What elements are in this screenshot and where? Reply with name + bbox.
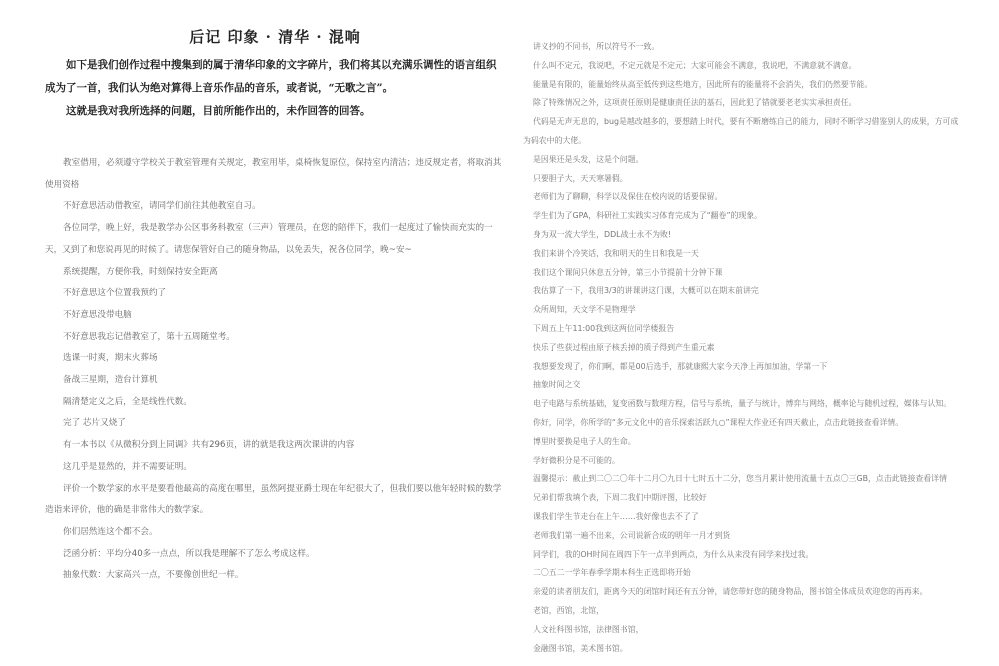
text-paragraph: 我想要发现了，你们啊，都是00后选手，那就康熙大家今天净上再加加油，学第一下 <box>533 361 828 371</box>
text-paragraph: 老师们为了聊聊，科学以及保住在校内说的话要保留。 <box>533 192 723 202</box>
text-paragraph: 快乐了些获过程由原子核丢掉的质子得到产生重元素 <box>533 342 715 352</box>
text-paragraph: 老师我们第一遍不出来，公司说新合成的明年一月才到货 <box>533 530 731 540</box>
text-paragraph: 完了 芯片又烧了 <box>63 418 126 429</box>
text-paragraph: 系统提醒，方便你我，时刻保持安全距离 <box>63 266 218 277</box>
text-paragraph: 抽象代数：大家高兴一点，不要像创世纪一样。 <box>63 570 244 581</box>
text-paragraph: 什么叫不定元，我说吧，不定元就是不定元；大家可能会不满意，我说吧，不满意就不满意。 <box>533 60 857 70</box>
text-paragraph: 温馨提示：截止到二〇二〇年十二月〇九日十七时五十二分，您当月累计使用流量十五点〇三GB，点击此链接查看详情 <box>533 474 947 484</box>
text-paragraph: 这几乎是显然的，并不需要证明。 <box>63 461 192 472</box>
text-paragraph: 教室借用，必须遵守学校关于教室管理有关规定，教室用毕，桌椅恢复原位，保持室内清洁；违反规定者，将取消其使用资格 <box>45 158 502 190</box>
text-paragraph: 金融图书馆，美术图书馆。 <box>533 643 628 653</box>
text-paragraph: 学生们为了GPA，科研社工实践实习体育完成为了“翻卷”的现象。 <box>533 211 763 221</box>
intro-paragraph: 如下是我们创作过程中搜集到的属于清华印象的文字碎片，我们将其以充满乐调性的语言组织成为了一首，我们认为绝对算得上音乐作品的音乐，或者说，“无歌之言”。 <box>45 59 497 94</box>
text-paragraph: 不好意思活动借教室，请同学们前往其他教室自习。 <box>63 201 261 212</box>
intro-paragraph: 这就是我对我所选择的问题，目前所能作出的，未作回答的回答。 <box>66 105 371 117</box>
text-paragraph: 备战三星期，造台计算机 <box>63 375 158 386</box>
right-page <box>523 0 963 666</box>
text-paragraph: 除了特殊情况之外，这项责任原则是健康责任法的基石，因此犯了错就要老老实实承担责任。 <box>533 98 857 108</box>
text-paragraph: 隔清楚定义之后，全是线性代数。 <box>63 396 192 407</box>
page-title: 后记 印象 · 清华 · 混响 <box>189 28 361 46</box>
text-paragraph: 讲义抄的不同书，所以符号不一致。 <box>533 42 660 51</box>
text-paragraph: 是因果还是头发，这是个问题。 <box>533 154 644 164</box>
text-paragraph: 我们这个课间只休息五分钟，第三小节提前十分钟下课 <box>533 267 723 277</box>
text-paragraph: 亲爱的读者朋友们，距离今天的闭馆时间还有五分钟，请您带好您的随身物品，图书馆全体成员欢迎您的再再来。 <box>533 587 928 597</box>
text-paragraph: 各位同学，晚上好，我是教学办公区事务科教室（三声）管理员，在您的陪伴下，我们一起度过了愉快而充实的一天，又到了和您说再见的时候了。请您保管好自己的随身物品，以免丢失，祝各位同学，晚~安~ <box>45 223 493 255</box>
intro-block <box>45 54 505 123</box>
text-paragraph: 身为双一流大学生，DDL战士永不为败! <box>533 229 672 239</box>
text-paragraph: 不好意思没带电脑 <box>63 309 132 320</box>
text-paragraph: 我们来讲个冷笑话，我和明天的生日和我是一天 <box>533 248 699 258</box>
text-paragraph: 有一本书以《从微积分到上同调》共有296页，讲的就是我这两次课讲的内容 <box>63 440 355 451</box>
text-paragraph: 众所周知，天文学不是物理学 <box>533 305 636 315</box>
text-paragraph: 选课一时爽，期末火葬场 <box>63 353 158 364</box>
text-paragraph: 课我们学生节走台在上午……我好像也去不了了 <box>533 511 699 521</box>
text-paragraph: 你好，同学，你所学的“多元文化中的音乐探索活跃九○”课程大作业还有四天截止，点击此链接查看详情。 <box>533 417 904 427</box>
text-paragraph: 评价一个数学家的水平是要看他最高的高度在哪里，虽然阿提亚爵士现在年纪很大了，但我们要以他年轻时候的数学造诣来评价，他的确是非常伟大的数学家。 <box>45 483 502 516</box>
text-paragraph: 泛函分析：平均分40多一点点，所以我是理解不了怎么考成这样。 <box>63 548 315 559</box>
text-paragraph: 我估算了一下，我用3/3的讲课讲这门课，大概可以在期末前讲完 <box>533 286 759 296</box>
text-paragraph: 只要胆子大，天天寒暑假。 <box>533 173 628 183</box>
text-paragraph: 博里时要换是电子人的生命。 <box>533 436 636 446</box>
text-paragraph: 同学们，我的OH时间在周四下午一点半到两点，为什么从来没有同学来找过我。 <box>533 549 814 559</box>
text-paragraph: 能量是有限的，能量始终从高至低传到这些地方，因此所有的能量将不会消失，我们仍然要节能。 <box>533 79 873 89</box>
left-body-text <box>45 153 505 587</box>
text-paragraph: 抽象时间之交 <box>533 380 581 390</box>
text-paragraph: 兄弟们帮我填个表，下周二我们中期评图，比较好 <box>533 493 707 503</box>
text-paragraph: 你们居然连这个都不会。 <box>63 526 158 537</box>
text-paragraph: 学好微积分是不可能的。 <box>533 455 620 465</box>
text-paragraph: 代码是无声无息的，bug是越改越多的，要想踏上时代，要有不断磨练自己的能力，同时不断学习借鉴别人的成果，方可成为码农中的大佬。 <box>523 117 959 145</box>
text-paragraph: 人文社科图书馆，法律图书馆， <box>533 624 644 634</box>
text-paragraph: 不好意思这个位置我预约了 <box>63 288 167 299</box>
text-paragraph: 电子电路与系统基础，复变函数与数理方程，信号与系统，量子与统计，博弈与网络，概率论与随机过程，媒体与认知。 <box>533 399 952 409</box>
text-paragraph: 二〇五二一学年春季学期本科生正选即将开始 <box>533 568 691 578</box>
text-paragraph: 下周五上午11:00我到这两位同学楼报告 <box>533 323 675 333</box>
left-page <box>45 0 505 666</box>
right-body-text <box>523 38 963 658</box>
text-paragraph: 不好意思我忘记借教室了，第十五周随堂考。 <box>63 331 235 342</box>
text-paragraph: 老馆，西馆，北馆， <box>533 605 605 615</box>
